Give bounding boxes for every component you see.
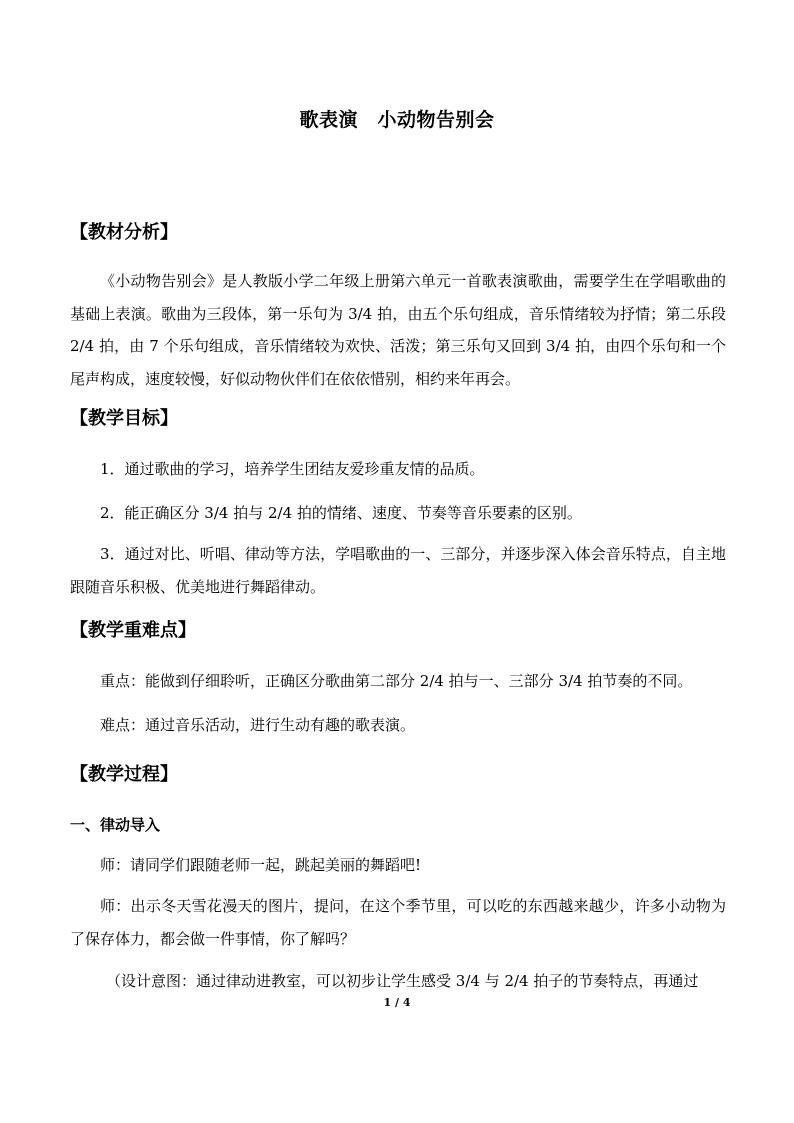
section-heading-analysis: 【教材分析】 [70, 222, 178, 243]
goal-item-1: 1．通过歌曲的学习，培养学生团结友爱珍重友情的品质。 [100, 460, 485, 478]
page-number: 1 / 4 [383, 996, 411, 1009]
goal-item-3: 3．通过对比、听唱、律动等方法，学唱歌曲的一、三部分，并逐步深入体会音乐特点，自主地跟随音乐积极、优美地进行舞蹈律动。 [70, 545, 726, 596]
key-point-focus: 重点：能做到仔细聆听，正确区分歌曲第二部分 2/4 拍与一、三部分 3/4 拍节奏的不同。 [100, 672, 693, 690]
section-heading-process: 【教学过程】 [70, 764, 178, 785]
key-point-difficulty: 难点：通过音乐活动，进行生动有趣的歌表演。 [100, 716, 416, 734]
process-line-2: 师：出示冬天雪花漫天的图片，提问，在这个季节里，可以吃的东西越来越少，许多小动物为了保存体力，都会做一件事情，你了解吗？ [70, 897, 726, 948]
process-subheading: 一、律动导入 [70, 816, 161, 834]
process-line-1: 师：请同学们跟随老师一起，跳起美丽的舞蹈吧! [100, 856, 422, 874]
document-title: 歌表演 小动物告别会 [299, 109, 495, 131]
section-heading-goals: 【教学目标】 [70, 408, 178, 429]
analysis-paragraph: 《小动物告别会》是人教版小学二年级上册第六单元一首歌表演歌曲，需要学生在学唱歌曲的基础上表演。歌曲为三段体，第一乐句为 3/4 拍，由五个乐句组成，音乐情绪较为抒情；第二乐段 2/4 拍，由 7 个乐句组成，音乐情绪较为欢快、活泼；第三乐句又回到 3/4 拍，由四个乐句和一个尾声构成，速度较慢，好似动物伙伴们在依依惜别，相约来年再会。 [70, 272, 726, 388]
process-line-3: （设计意图：通过律动进教室，可以初步让学生感受 3/4 与 2/4 拍子的节奏特点，再通过 [106, 972, 699, 990]
section-heading-key-points: 【教学重难点】 [70, 620, 196, 641]
goal-item-2: 2．能正确区分 3/4 拍与 2/4 拍的情绪、速度、节奏等音乐要素的区别。 [100, 504, 582, 522]
